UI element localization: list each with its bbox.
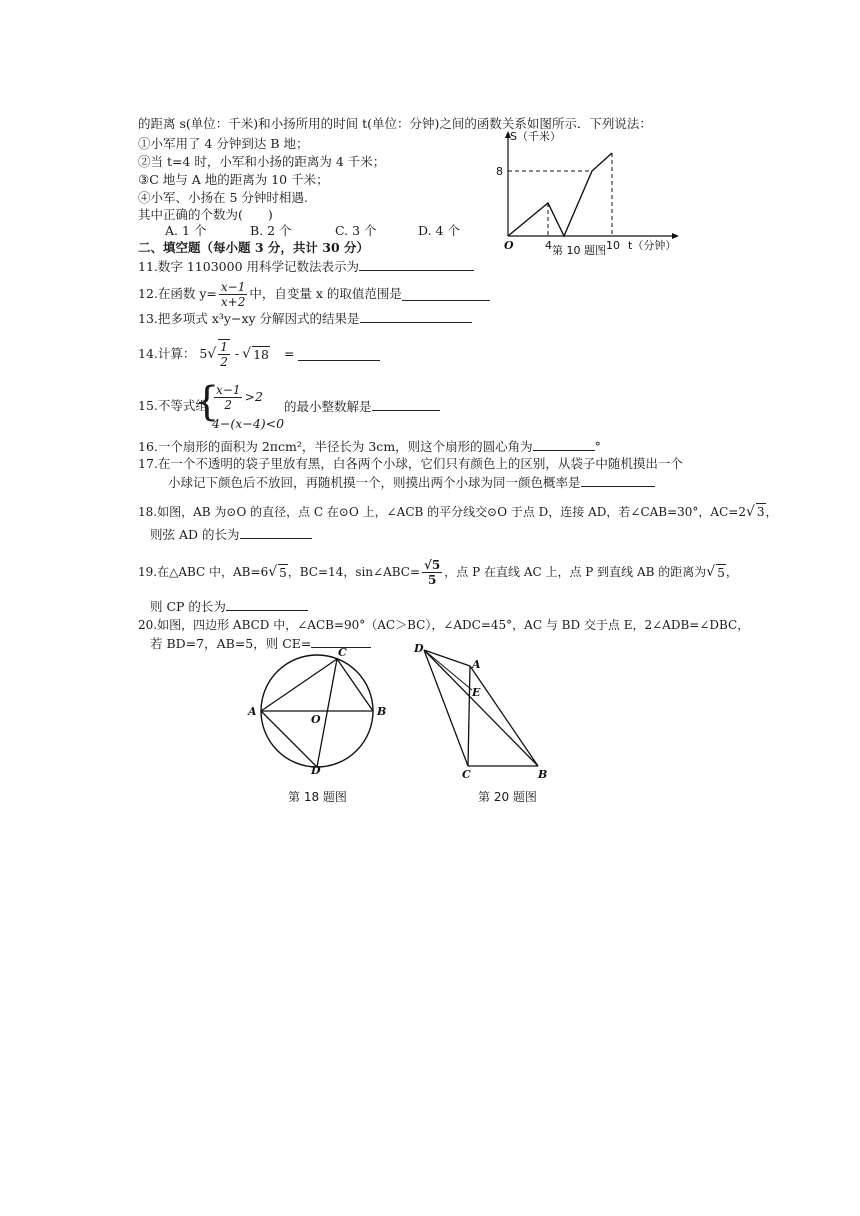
fig20-caption: 第 20 题图 xyxy=(478,790,537,804)
q18-line-1 xyxy=(138,503,778,520)
q15-fraction xyxy=(214,383,242,412)
q15-brace: { xyxy=(194,379,220,425)
q17-line-2-text: 小球记下颜色后不放回，再随机摸一个，则摸出两个小球为同一颜色概率是 xyxy=(168,475,581,490)
q15-answer-blank xyxy=(372,398,440,411)
q12-post: 中，自变量 x 的取值范围是 xyxy=(249,286,402,301)
q10-graph-x-label: t（分钟） xyxy=(628,239,677,252)
q19-sqrt-sign: √ xyxy=(268,564,278,580)
fig18-diagram xyxy=(245,645,395,775)
q19-post: ，点 P 在直线 AC 上，点 P 到直线 AB 的距离为 xyxy=(444,565,707,579)
q20-line-2-text: 若 BD=7，AB=5，则 CE= xyxy=(150,636,312,651)
q18-answer-blank xyxy=(240,526,312,539)
q18-sqrt-sign: √ xyxy=(745,504,755,520)
q15-numerator: x−1 xyxy=(216,382,241,397)
q11-answer-blank xyxy=(359,258,474,271)
q19-mid: ，BC=14，sin∠ABC= xyxy=(287,565,421,579)
q14-radicand: 18 xyxy=(253,346,269,362)
q18-line-1-text: 18.如图，AB 为⊙O 的直径，点 C 在⊙O 上，∠ACB 的平分线交⊙O 于点 D，连接 AD，若∠CAB=30°，AC= xyxy=(138,505,739,519)
q10-prompt: 其中正确的个数为( ) xyxy=(138,207,273,222)
q14-sqrt-sign: √ xyxy=(207,346,217,362)
q12-numerator: x−1 xyxy=(220,279,246,294)
q18-line-2-text: 则弦 AD 的长为 xyxy=(150,527,240,542)
q12-answer-blank xyxy=(402,288,490,301)
q13 xyxy=(138,310,472,327)
q14-coefficient: 5 xyxy=(199,346,208,361)
fig20-label-c: C xyxy=(462,768,471,780)
q14 xyxy=(138,336,380,372)
q19-sqrt-sign-2: √ xyxy=(706,564,716,580)
q10-graph-origin: O xyxy=(504,239,514,252)
q19-numerator: √5 xyxy=(424,557,441,572)
q10-statement-3: ③C 地与 A 地的距离为 10 千米； xyxy=(138,172,329,187)
q14-denominator: 2 xyxy=(220,355,228,369)
q18-line-2 xyxy=(150,526,312,543)
q19-ab-radicand: 5 xyxy=(279,565,287,580)
q19-denominator: 5 xyxy=(427,572,437,587)
fig20-label-e: E xyxy=(472,686,481,699)
q14-minus: - xyxy=(234,346,240,361)
q12-pre: 12.在函数 y= xyxy=(138,286,217,301)
q12-denominator: x+2 xyxy=(220,294,246,309)
q16-unit: ° xyxy=(594,439,601,454)
q19-line-1 xyxy=(138,552,738,592)
q15-row-1 xyxy=(212,381,263,413)
fig18-label-a: A xyxy=(248,705,257,718)
fig18-label-c: C xyxy=(338,646,347,659)
q14-numerator: 1 xyxy=(220,340,228,354)
q10-intro: 的距离 s(单位：千米)和小扬所用的时间 t(单位：分钟)之间的函数关系如图所示．下列说法： xyxy=(138,116,652,131)
q12-fraction xyxy=(219,280,247,309)
q13-text: 13.把多项式 x³y−xy 分解因式的结果是 xyxy=(138,311,360,326)
fig20-label-d: D xyxy=(414,642,424,655)
q11-text: 11.数字 1103000 用科学记数法表示为 xyxy=(138,259,359,274)
fig20-label-a: A xyxy=(472,658,481,671)
q10-statement-2: ②当 t=4 时，小军和小扬的距离为 4 千米； xyxy=(138,154,386,169)
q10-option-b: B. 2 个 xyxy=(250,223,292,238)
q17-line-1: 17.在一个不透明的袋子里放有黑，白各两个小球，它们只有颜色上的区别，从袋子中随机摸出一个 xyxy=(138,456,683,471)
q19-dist-radicand: 5 xyxy=(717,565,725,580)
q13-answer-blank xyxy=(360,310,472,323)
q18-tail: ， xyxy=(765,505,778,519)
q19-answer-blank xyxy=(226,598,308,611)
q15-pre: 15.不等式组 xyxy=(138,398,208,413)
fig18-label-d: D xyxy=(311,764,321,775)
q15-gt: >2 xyxy=(244,389,263,404)
fig18-label-o: O xyxy=(311,713,321,726)
q15-row-2: 4−(x−4)<0 xyxy=(212,416,285,431)
fig18-caption: 第 18 题图 xyxy=(288,790,347,804)
q15 xyxy=(284,398,440,415)
q10-graph xyxy=(490,128,690,258)
q18-radicand: 3 xyxy=(756,505,765,519)
q16-text: 16.一个扇形的面积为 2πcm²，半径长为 3cm，则这个扇形的圆心角为 xyxy=(138,439,533,454)
q10-graph-tick-8: 8 xyxy=(496,165,503,178)
q19-line-2 xyxy=(150,598,308,615)
q18-value: 2 xyxy=(738,505,746,519)
q14-pre: 14.计算： xyxy=(138,346,196,361)
q10-option-c: C. 3 个 xyxy=(335,223,377,238)
q19-fraction xyxy=(422,558,442,587)
section-heading: 二、填空题（每小题 3 分，共计 30 分） xyxy=(138,240,370,255)
q17-answer-blank xyxy=(581,474,655,487)
q10-statement-4: ④小军、小扬在 5 分钟时相遇. xyxy=(138,190,308,205)
q15-denominator: 2 xyxy=(224,397,233,412)
q15-post: 的最小整数解是 xyxy=(284,399,372,414)
q19-ab-coefficient: 6 xyxy=(260,565,269,579)
q14-answer-blank xyxy=(298,348,380,361)
fig20-diagram xyxy=(410,640,560,780)
q10-graph-tick-10: 10 xyxy=(606,239,620,252)
fig18-label-b: B xyxy=(377,705,387,718)
q16 xyxy=(138,438,601,455)
q10-graph-y-label: S（千米） xyxy=(510,130,561,143)
q19-end: ， xyxy=(725,565,738,579)
q12 xyxy=(138,277,490,311)
q14-fraction xyxy=(218,339,230,369)
q10-graph-caption: 第 10 题图 xyxy=(552,244,606,257)
q19-line-2-text: 则 CP 的长为 xyxy=(150,599,226,614)
q19-pre: 19.在△ABC 中，AB= xyxy=(138,565,261,579)
q10-option-a: A. 1 个 xyxy=(165,223,207,238)
q10-graph-tick-4: 4 xyxy=(545,239,552,252)
q16-answer-blank xyxy=(533,438,595,451)
q11 xyxy=(138,258,474,275)
q14-equals: = xyxy=(283,346,295,361)
q17-line-2 xyxy=(168,474,655,491)
q14-sqrt-sign-2: √ xyxy=(242,346,252,362)
q20-line-1: 20.如图，四边形 ABCD 中，∠ACB=90°（AC＞BC），∠ADC=45°，AC 与 BD 交于点 E，2∠ADB=∠DBC， xyxy=(138,618,750,632)
q10-option-d: D. 4 个 xyxy=(418,223,460,238)
q10-statement-1: ①小军用了 4 分钟到达 B 地； xyxy=(138,136,309,151)
fig20-label-b: B xyxy=(538,768,548,780)
